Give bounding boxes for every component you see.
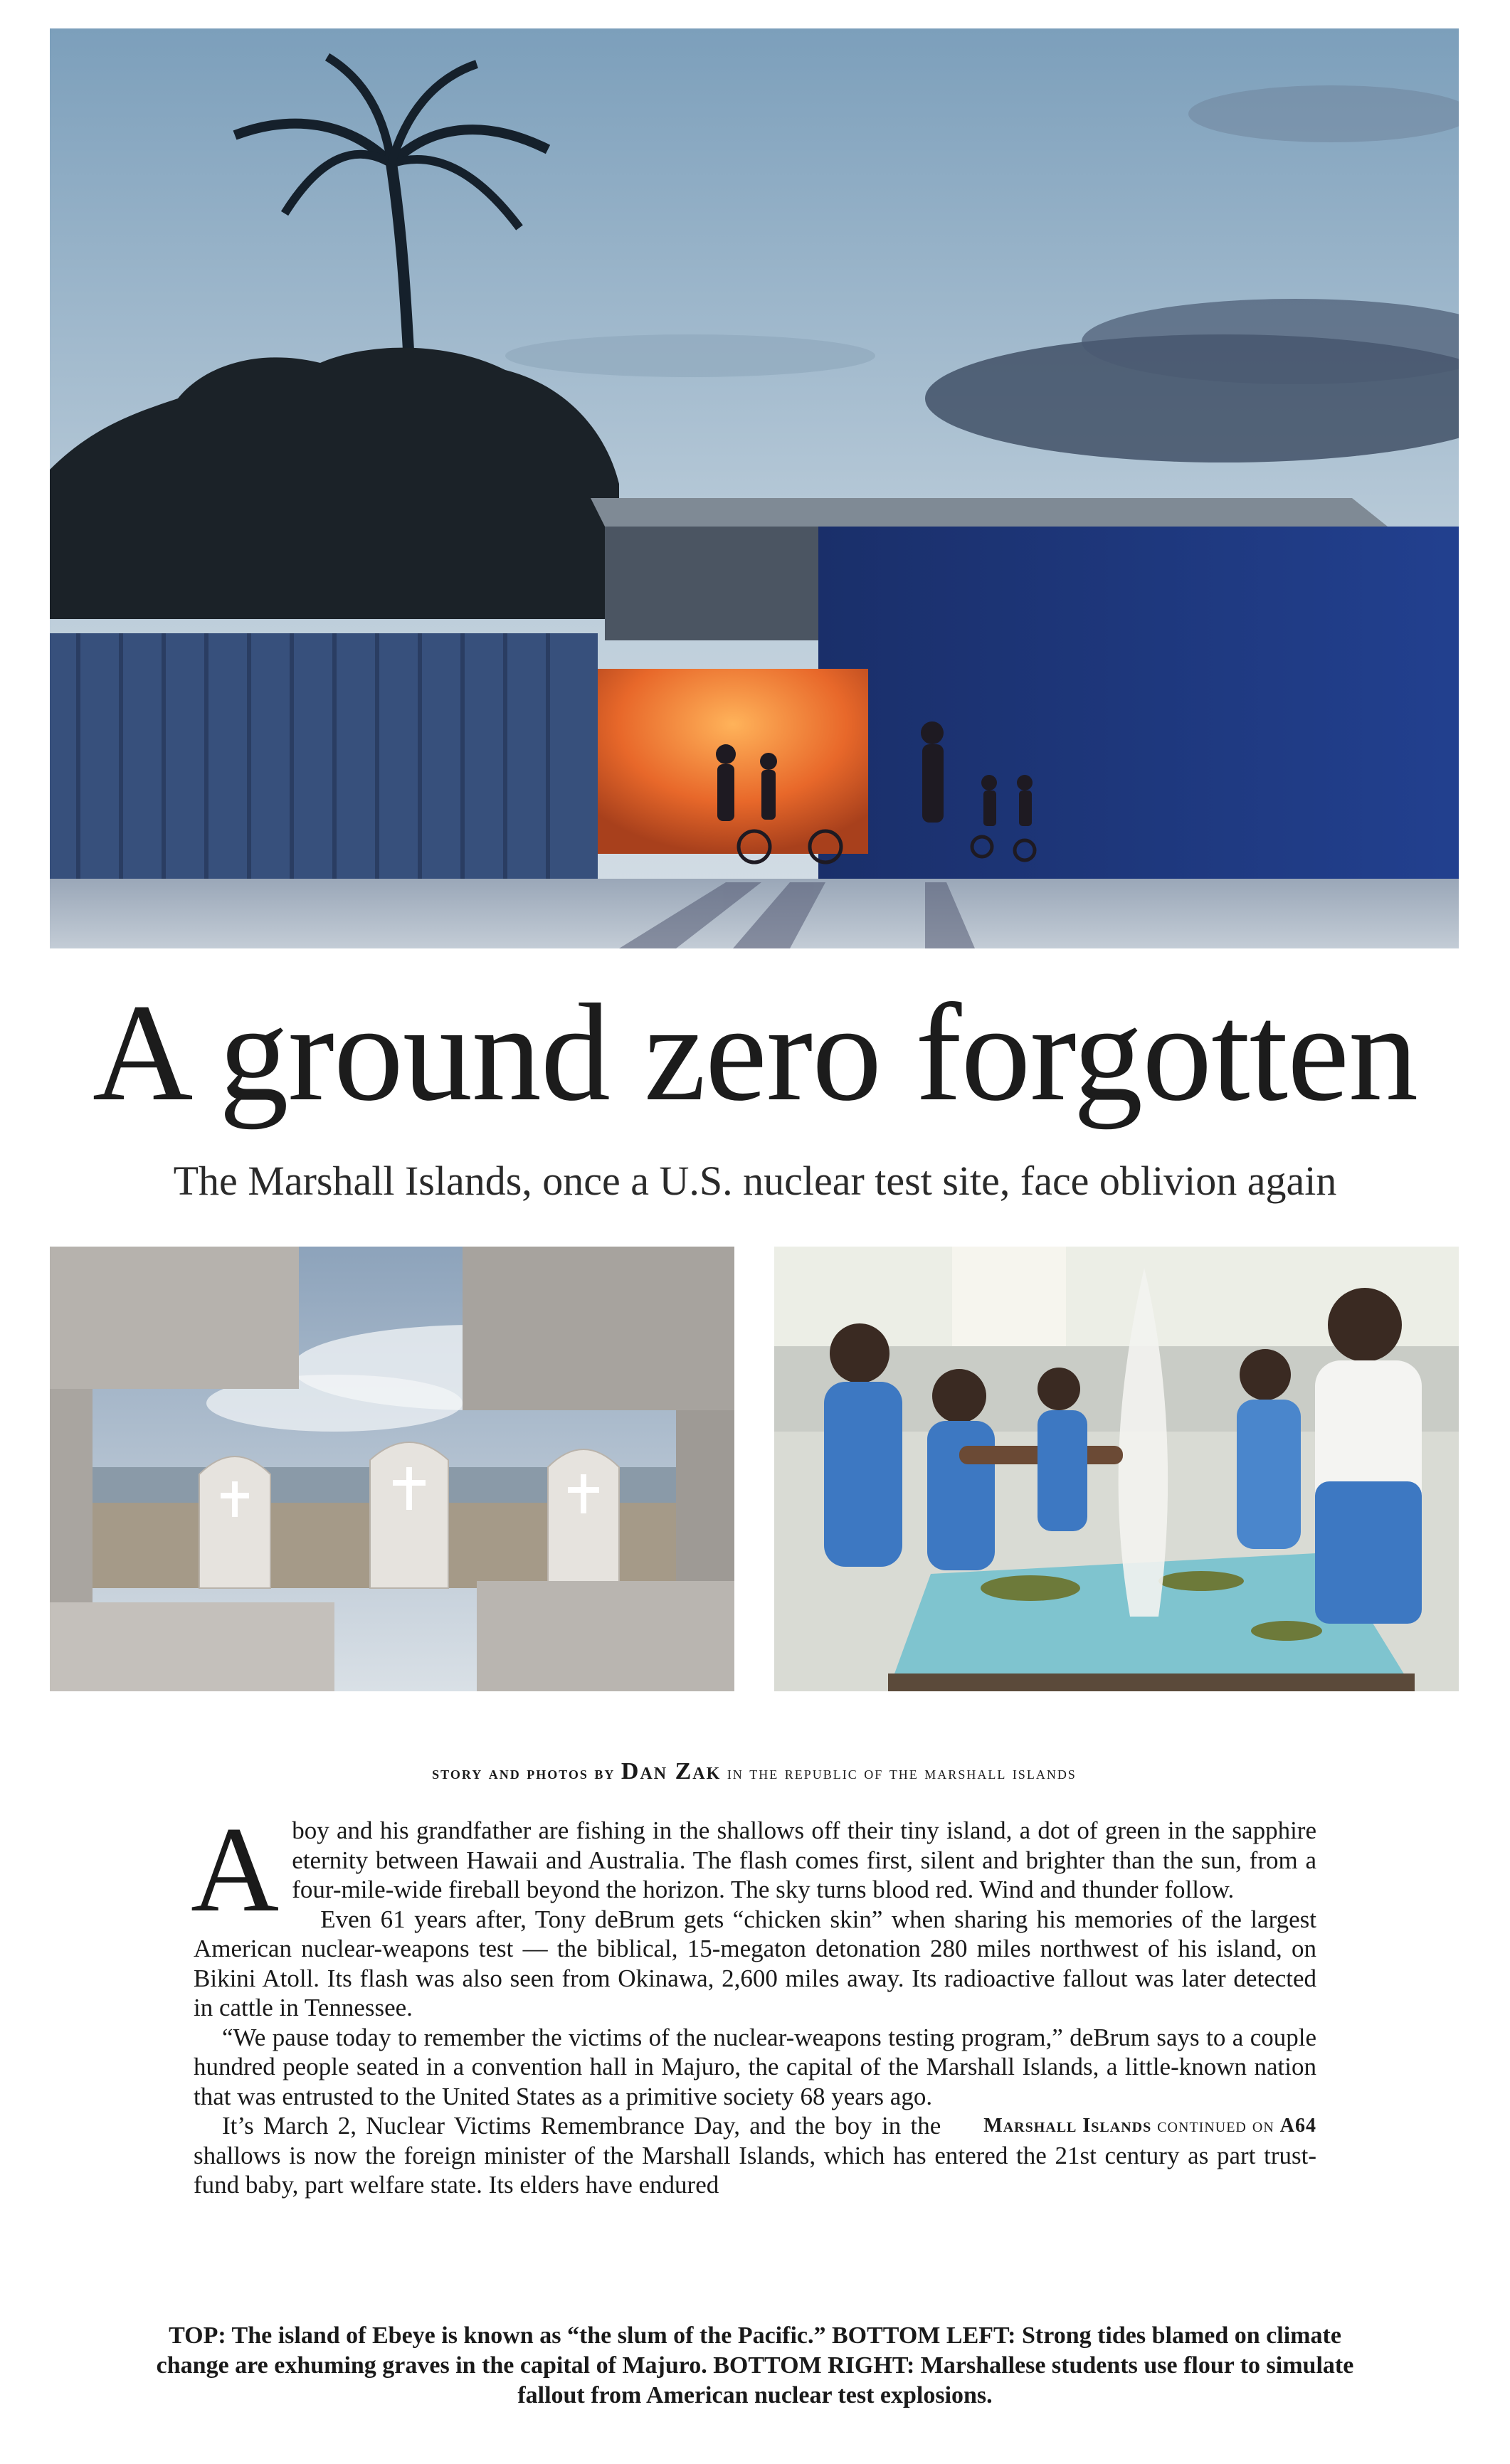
jump-page: A64: [1279, 2115, 1316, 2137]
byline-credit: story and photos by: [432, 1762, 616, 1783]
headline: A ground zero forgotten: [92, 975, 1418, 1130]
article-paragraph: [194, 2111, 1316, 2200]
article-paragraph: “We pause today to remember the victims of the nuclear-weapons testing program,” deBrum says to a couple hundred people seated in a convention hall in Majuro, the capital of the Marshall Islands, a little-known nation that was entrusted to the United States as a primitive society 68 years ago.: [194, 2023, 1316, 2110]
students-photo: [774, 1247, 1459, 1691]
jump-text: continued on: [1157, 2115, 1274, 2137]
byline-author: Dan Zak: [621, 1758, 722, 1784]
students-image: [774, 1247, 1459, 1691]
graves-photo: [50, 1247, 734, 1691]
photo-caption: TOP: The island of Ebeye is known as “the slum of the Pacific.” BOTTOM LEFT: Strong tides blamed on climate change are exhuming graves in the capital of Majuro. BOTTOM RIGHT: Marshallese students use flour to simulate fallout from American nuclear test explosions.: [156, 2322, 1354, 2409]
article-body: [191, 1802, 1316, 2200]
article-paragraph: [191, 1802, 1316, 1937]
ebeye-street-image: [50, 28, 1459, 948]
article-paragraph-text: boy and his grandfather are fishing in the shallows off their tiny island, a dot of green in the sapphire eternity between Hawaii and Australia. The flash comes first, silent and brighter than the sun, from a four-mile-wide fireball beyond the horizon. The sky turns blood red. Wind and thunder follow.: [292, 1817, 1316, 1903]
byline: [192, 1757, 1316, 1787]
jump-line[interactable]: [955, 2111, 1316, 2141]
subhead: The Marshall Islands, once a U.S. nuclear test site, face oblivion again: [173, 1158, 1337, 1204]
article-paragraph-text: It’s March 2, Nuclear Victims Remembrance Day, and the boy in the shallows is now the foreign minister of the Marshall Islands, which has entered the 21st century as part trust-fund baby, part welfare state. Its elders have endured: [194, 2112, 1316, 2199]
top-photo: [50, 28, 1459, 948]
jump-keyword: Marshall Islands: [983, 2115, 1152, 2137]
graves-image: [50, 1247, 734, 1691]
drop-cap: A: [191, 1802, 280, 1937]
byline-location: in the republic of the marshall islands: [727, 1762, 1077, 1783]
article-paragraph: Even 61 years after, Tony deBrum gets “chicken skin” when sharing his memories of the largest American nuclear-weapons test — the biblical, 15-megaton detonation 280 miles northwest of his island, on Bikini Atoll. Its flash was also seen from Okinawa, 2,600 miles away. Its radioactive fallout was later detected in cattle in Tennessee.: [194, 1905, 1316, 2021]
